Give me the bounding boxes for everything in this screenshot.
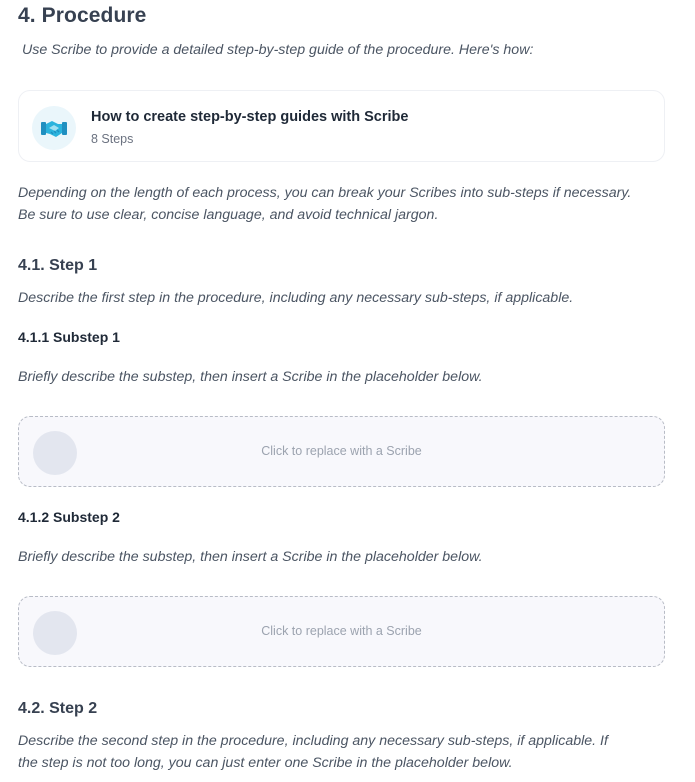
scribe-placeholder-1[interactable]	[18, 416, 665, 487]
substep-2-heading: 4.1.2 Substep 2	[18, 509, 120, 525]
substep-2-description: Briefly describe the substep, then insert a Scribe in the placeholder below.	[18, 549, 483, 565]
step-1-description: Describe the first step in the procedure, including any necessary sub-steps, if applicable.	[18, 290, 574, 306]
section-intro: Use Scribe to provide a detailed step-by-step guide of the procedure. Here's how:	[22, 42, 534, 58]
placeholder-text: Click to replace with a Scribe	[261, 624, 422, 638]
step-2-heading: 4.2. Step 2	[18, 700, 98, 717]
scribe-card-title: How to create step-by-step guides with Scribe	[91, 109, 409, 125]
scribe-card-step-count: 8 Steps	[91, 132, 134, 146]
substep-1-description: Briefly describe the substep, then insert a Scribe in the placeholder below.	[18, 369, 483, 385]
placeholder-text: Click to replace with a Scribe	[261, 444, 422, 458]
step-2-description-line-2: the step is not too long, you can just enter one Scribe in the placeholder below.	[18, 755, 513, 771]
guidance-line-1: Depending on the length of each process, you can break your Scribes into sub-steps if necessary.	[18, 185, 632, 201]
guidance-line-2: Be sure to use clear, concise language, and avoid technical jargon.	[18, 207, 439, 223]
scribe-logo	[32, 106, 76, 150]
scribe-handshake-icon	[32, 106, 76, 150]
step-1-heading: 4.1. Step 1	[18, 257, 98, 274]
section-title: 4. Procedure	[18, 4, 147, 27]
scribe-placeholder-2[interactable]	[18, 596, 665, 667]
scribe-embed-card[interactable]	[18, 90, 665, 162]
step-2-description-line-1: Describe the second step in the procedure, including any necessary sub-steps, if applicable. If	[18, 733, 608, 749]
substep-1-heading: 4.1.1 Substep 1	[18, 329, 120, 345]
